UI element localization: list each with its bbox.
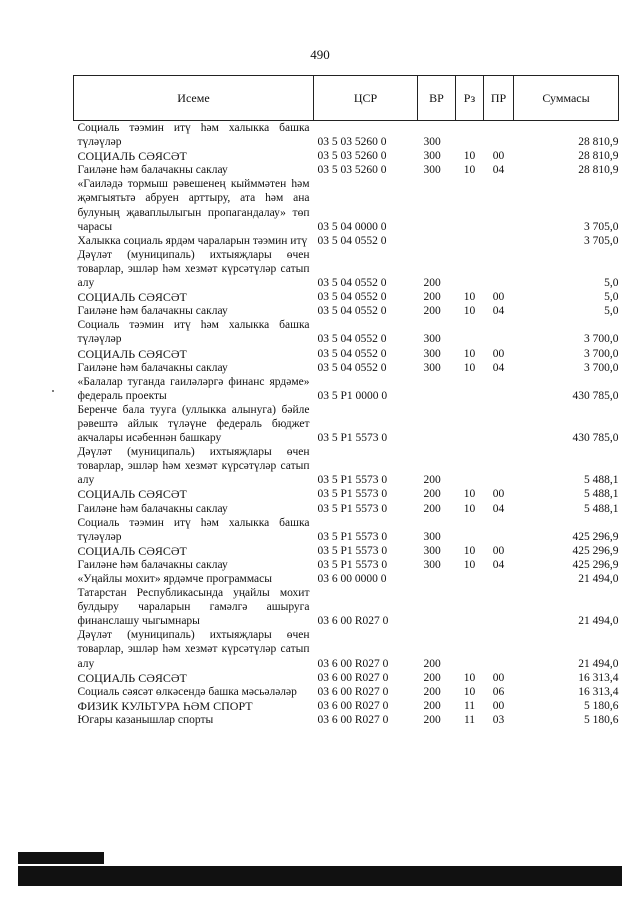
table-row [74, 445, 619, 487]
row-vr: 200 [423, 291, 441, 304]
row-name: Татарстан Республикасында уңайлы мохит булдыру чараларын гамәлгә ашыруга финанслашу чыгымнары [77, 587, 310, 628]
row-name: СОЦИАЛЬ СӘЯСӘТ [77, 487, 187, 502]
row-rz: 10 [463, 544, 476, 557]
row-pr: 06 [492, 685, 505, 698]
table-row [74, 544, 619, 558]
row-vr: 200 [423, 502, 441, 515]
row-pr: 00 [492, 347, 505, 360]
row-vr: 200 [423, 488, 441, 501]
row-vr: 200 [423, 699, 441, 712]
row-rz: 10 [463, 150, 476, 163]
row-pr [484, 248, 514, 290]
row-vr: 200 [423, 657, 441, 670]
row-vr: 200 [423, 277, 441, 290]
row-sum: 28 810,9 [578, 164, 619, 177]
row-vr: 300 [423, 164, 441, 177]
row-csr: 03 5 04 0552 0 [317, 333, 387, 346]
row-rz: 10 [463, 347, 476, 360]
row-vr: 300 [423, 347, 441, 360]
table-row [74, 290, 619, 304]
row-csr: 03 5 P1 5573 0 [317, 558, 388, 571]
row-name: Дәүләт (муниципаль) ихтыяҗлары өчен товарлар, эшләр һәм хезмәт күрсәтүләр сатып алу [77, 629, 310, 670]
row-vr: 300 [423, 136, 441, 149]
row-sum: 5 180,6 [584, 713, 619, 726]
row-pr: 00 [492, 671, 505, 684]
table-body [74, 121, 619, 728]
row-sum: 430 785,0 [572, 389, 619, 402]
row-name: СОЦИАЛЬ СӘЯСӘТ [77, 543, 187, 558]
row-name: Дәүләт (муниципаль) ихтыяҗлары өчен товарлар, эшләр һәм хезмәт күрсәтүләр сатып алу [77, 248, 310, 290]
row-vr [418, 177, 456, 233]
row-csr: 03 6 00 R027 0 [317, 685, 389, 698]
table-row [74, 347, 619, 361]
row-pr [484, 445, 514, 487]
header-vr: ВР [418, 76, 456, 121]
table-row [74, 628, 619, 670]
table-row [74, 121, 619, 150]
row-rz [456, 586, 484, 628]
row-name: СОЦИАЛЬ СӘЯСӘТ [77, 149, 187, 164]
row-pr [484, 572, 514, 586]
row-pr [484, 234, 514, 248]
row-sum: 21 494,0 [578, 615, 619, 628]
row-name: Югары казанышлар спорты [77, 713, 214, 726]
budget-table [73, 75, 619, 727]
row-vr: 300 [423, 361, 441, 374]
table-row [74, 671, 619, 685]
row-csr: 03 5 P1 5573 0 [317, 544, 388, 557]
row-csr: 03 5 04 0552 0 [317, 305, 387, 318]
header-csr: ЦСР [314, 76, 418, 121]
row-name: СОЦИАЛЬ СӘЯСӘТ [77, 290, 187, 305]
table-row [74, 558, 619, 572]
table-row [74, 361, 619, 375]
row-sum: 3 705,0 [584, 234, 619, 247]
row-rz: 10 [463, 361, 476, 374]
row-csr: 03 5 03 5260 0 [317, 136, 387, 149]
row-pr: 00 [492, 150, 505, 163]
row-vr: 200 [423, 713, 441, 726]
row-rz [456, 445, 484, 487]
row-vr: 200 [423, 685, 441, 698]
row-csr: 03 5 P1 0000 0 [317, 389, 388, 402]
row-vr: 300 [423, 530, 441, 543]
row-csr: 03 5 P1 5573 0 [317, 530, 388, 543]
row-rz [456, 318, 484, 346]
row-csr: 03 5 04 0552 0 [317, 234, 387, 247]
row-csr: 03 5 04 0552 0 [317, 347, 387, 360]
table-row [74, 572, 619, 586]
row-name: Социаль тәэмин итү һәм халыкка башка түләүләр [77, 516, 310, 543]
row-sum: 5,0 [604, 305, 619, 318]
row-name: СОЦИАЛЬ СӘЯСӘТ [77, 346, 187, 361]
row-name: Социаль сәясәт өлкәсендә башка мәсьәләләр [77, 685, 297, 698]
row-rz: 10 [463, 685, 476, 698]
header-row [74, 76, 619, 121]
row-vr: 300 [423, 544, 441, 557]
row-csr: 03 6 00 R027 0 [317, 699, 389, 712]
row-name: СОЦИАЛЬ СӘЯСӘТ [77, 670, 187, 685]
row-rz: 10 [463, 558, 476, 571]
row-vr: 200 [423, 305, 441, 318]
table-row [74, 304, 619, 318]
row-name: ФИЗИК КУЛЬТУРА ҺӘМ СПОРТ [77, 698, 253, 713]
page-number: 490 [310, 47, 330, 62]
row-csr: 03 5 P1 5573 0 [317, 502, 388, 515]
table-row [74, 685, 619, 699]
row-sum: 21 494,0 [578, 657, 619, 670]
row-sum: 21 494,0 [578, 573, 619, 585]
row-vr: 300 [423, 150, 441, 163]
row-csr: 03 6 00 0000 0 [317, 573, 387, 585]
row-sum: 28 810,9 [578, 136, 619, 149]
row-rz: 10 [463, 164, 476, 177]
row-sum: 425 296,9 [572, 558, 619, 571]
header-pr: ПР [484, 76, 514, 121]
row-sum: 16 313,4 [578, 685, 619, 698]
row-pr [484, 628, 514, 670]
row-sum: 5 488,1 [584, 474, 619, 487]
row-vr: 300 [423, 558, 441, 571]
budget-table-wrapper [73, 75, 618, 727]
scan-bottom-border [18, 866, 622, 886]
row-sum: 430 785,0 [572, 432, 619, 445]
row-pr: 00 [492, 699, 505, 712]
row-name: Социаль тәэмин итү һәм халыкка башка түләүләр [77, 122, 310, 149]
row-rz [456, 628, 484, 670]
row-name: Социаль тәэмин итү һәм халыкка башка түләүләр [77, 319, 310, 346]
row-rz: 10 [463, 488, 476, 501]
row-name: «Уңайлы мохит» ярдәмче программасы [77, 573, 272, 585]
row-csr: 03 6 00 R027 0 [317, 615, 389, 628]
row-rz [456, 177, 484, 233]
row-sum: 5 180,6 [584, 699, 619, 712]
table-row [74, 487, 619, 501]
row-pr [484, 586, 514, 628]
row-pr: 00 [492, 291, 505, 304]
row-vr [418, 234, 456, 248]
scan-artifact [52, 390, 54, 392]
row-csr: 03 5 P1 5573 0 [317, 474, 388, 487]
table-row [74, 699, 619, 713]
row-rz: 10 [463, 291, 476, 304]
table-row [74, 516, 619, 544]
table-row [74, 318, 619, 346]
row-sum: 3 705,0 [584, 220, 619, 233]
row-vr: 300 [423, 333, 441, 346]
table-row [74, 375, 619, 403]
row-name: Гаиләне һәм балачакны саклау [77, 361, 228, 374]
row-sum: 5,0 [604, 291, 619, 304]
row-vr [418, 586, 456, 628]
row-rz [456, 248, 484, 290]
row-pr [484, 516, 514, 544]
row-name: Гаиләне һәм балачакны саклау [77, 164, 228, 177]
row-rz: 11 [463, 713, 476, 726]
row-sum: 425 296,9 [572, 544, 619, 557]
row-csr: 03 5 04 0552 0 [317, 291, 387, 304]
row-vr [418, 375, 456, 403]
table-row [74, 403, 619, 445]
row-rz: 10 [463, 305, 476, 318]
row-sum: 16 313,4 [578, 671, 619, 684]
row-name: Гаиләне һәм балачакны саклау [77, 558, 228, 571]
row-rz [456, 121, 484, 150]
row-csr: 03 6 00 R027 0 [317, 671, 389, 684]
row-sum: 28 810,9 [578, 150, 619, 163]
row-sum: 3 700,0 [584, 347, 619, 360]
row-vr [418, 572, 456, 586]
row-pr [484, 177, 514, 233]
row-sum: 5 488,1 [584, 488, 619, 501]
table-row [74, 234, 619, 248]
row-csr: 03 5 04 0552 0 [317, 361, 387, 374]
table-row [74, 177, 619, 233]
table-row [74, 713, 619, 727]
row-pr: 03 [492, 713, 505, 726]
row-rz [456, 403, 484, 445]
row-pr: 04 [492, 502, 505, 515]
row-csr: 03 5 04 0552 0 [317, 277, 387, 290]
row-name: Гаиләне һәм балачакны саклау [77, 502, 228, 515]
header-name: Исеме [74, 76, 314, 121]
row-sum: 5,0 [604, 277, 619, 290]
row-csr: 03 6 00 R027 0 [317, 713, 389, 726]
header-sum: Суммасы [514, 76, 619, 121]
row-rz [456, 516, 484, 544]
row-pr: 04 [492, 305, 505, 318]
scan-edge-mark [18, 852, 104, 864]
row-rz: 11 [463, 699, 476, 712]
row-pr [484, 375, 514, 403]
row-csr: 03 5 03 5260 0 [317, 150, 387, 163]
table-header [74, 76, 619, 121]
table-row [74, 586, 619, 628]
row-pr: 00 [492, 488, 505, 501]
row-rz [456, 572, 484, 586]
row-name: Гаиләне һәм балачакны саклау [77, 305, 228, 318]
table-row [74, 502, 619, 516]
row-name: Халыкка социаль ярдәм чараларын тәэмин итү [77, 234, 308, 247]
row-pr: 04 [492, 558, 505, 571]
header-rz: Рз [456, 76, 484, 121]
row-sum: 3 700,0 [584, 361, 619, 374]
row-pr [484, 403, 514, 445]
row-csr: 03 5 04 0000 0 [317, 220, 387, 233]
table-row [74, 163, 619, 177]
row-pr [484, 121, 514, 150]
row-name: Дәүләт (муниципаль) ихтыяҗлары өчен товарлар, эшләр һәм хезмәт күрсәтүләр сатып алу [77, 446, 310, 487]
row-sum: 5 488,1 [584, 502, 619, 515]
row-rz [456, 234, 484, 248]
row-pr [484, 318, 514, 346]
row-name: «Балалар туганда гаиләләргә финанс ярдәме» федераль проекты [77, 375, 310, 402]
row-rz: 10 [463, 671, 476, 684]
row-rz [456, 375, 484, 403]
row-vr: 200 [423, 671, 441, 684]
row-rz: 10 [463, 502, 476, 515]
row-name: «Гаиләдә тормыш рәвешенең кыйммәтен һәм җәмгыятьтә абруен арттыру, ата һәм ана булуның җаваплылыгын пропагандалау» төп чарасы [77, 178, 310, 233]
row-vr [418, 403, 456, 445]
row-sum: 3 700,0 [584, 333, 619, 346]
row-pr: 00 [492, 544, 505, 557]
table-row [74, 149, 619, 163]
row-csr: 03 5 P1 5573 0 [317, 432, 388, 445]
row-vr: 200 [423, 474, 441, 487]
row-csr: 03 6 00 R027 0 [317, 657, 389, 670]
row-sum: 425 296,9 [572, 530, 619, 543]
table-row [74, 248, 619, 290]
row-csr: 03 5 03 5260 0 [317, 164, 387, 177]
row-csr: 03 5 P1 5573 0 [317, 488, 388, 501]
row-pr: 04 [492, 164, 505, 177]
row-pr: 04 [492, 361, 505, 374]
row-name: Беренче бала туугa (уллыкка алынуга) бәйле рәвештә айлык түләүне федераль бюджет акчалары исәбеннән башкару [77, 403, 310, 445]
